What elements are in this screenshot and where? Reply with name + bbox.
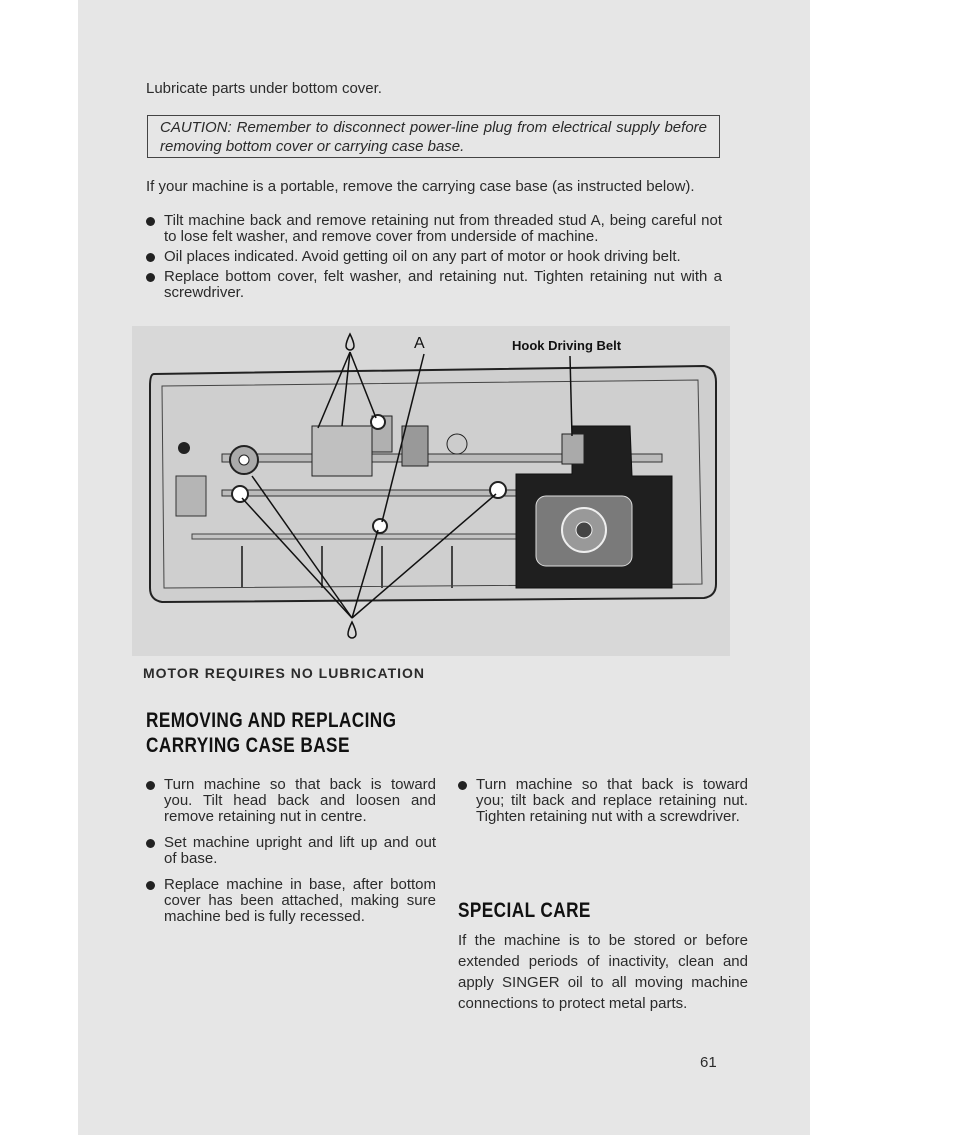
list-item: Turn machine so that back is toward you. Tilt head back and loosen and remove retaining nut in centre.	[146, 777, 436, 825]
bullet-icon	[146, 839, 155, 848]
removing-steps-left	[146, 777, 436, 935]
bullet-icon	[146, 217, 155, 226]
section-heading-special-care: SPECIAL CARE	[458, 899, 591, 922]
label-a: A	[414, 335, 425, 352]
label-hook-driving-belt: Hook Driving Belt	[512, 338, 622, 353]
caution-box: CAUTION: Remember to disconnect power-line plug from electrical supply before removing bottom cover or carrying case base.	[147, 115, 720, 158]
bullet-icon	[146, 781, 155, 790]
machine-underside-diagram	[132, 326, 730, 656]
list-item: Tilt machine back and remove retaining nut from threaded stud A, being careful not to lose felt washer, and remove cover from underside of machine.	[146, 213, 722, 245]
list-item: Oil places indicated. Avoid getting oil on any part of motor or hook driving belt.	[146, 249, 722, 265]
bullet-icon	[146, 881, 155, 890]
list-item: Replace bottom cover, felt washer, and retaining nut. Tighten retaining nut with a screwdriver.	[146, 269, 722, 301]
list-item: Set machine upright and lift up and out of base.	[146, 835, 436, 867]
portable-note: If your machine is a portable, remove the carrying case base (as instructed below).	[146, 178, 695, 195]
section-heading-removing-line2: CARRYING CASE BASE	[146, 734, 350, 757]
bullet-icon	[146, 273, 155, 282]
bullet-icon	[458, 781, 467, 790]
removing-steps-right	[458, 777, 748, 829]
special-care-body: If the machine is to be stored or before extended periods of inactivity, clean and apply SINGER oil to all moving machine connections to protect metal parts.	[458, 932, 748, 1012]
list-item: Turn machine so that back is toward you; tilt back and replace retaining nut. Tighten retaining nut with a screwdriver.	[458, 777, 748, 825]
list-item: Replace machine in base, after bottom cover has been attached, making sure machine bed is fully recessed.	[146, 877, 436, 925]
bullet-icon	[146, 253, 155, 262]
page-number: 61	[700, 1054, 717, 1071]
lubrication-steps	[146, 213, 722, 305]
section-heading-removing-line1: REMOVING AND REPLACING	[146, 709, 397, 732]
figure-caption: MOTOR REQUIRES NO LUBRICATION	[143, 665, 426, 681]
intro-text: Lubricate parts under bottom cover.	[146, 80, 382, 97]
